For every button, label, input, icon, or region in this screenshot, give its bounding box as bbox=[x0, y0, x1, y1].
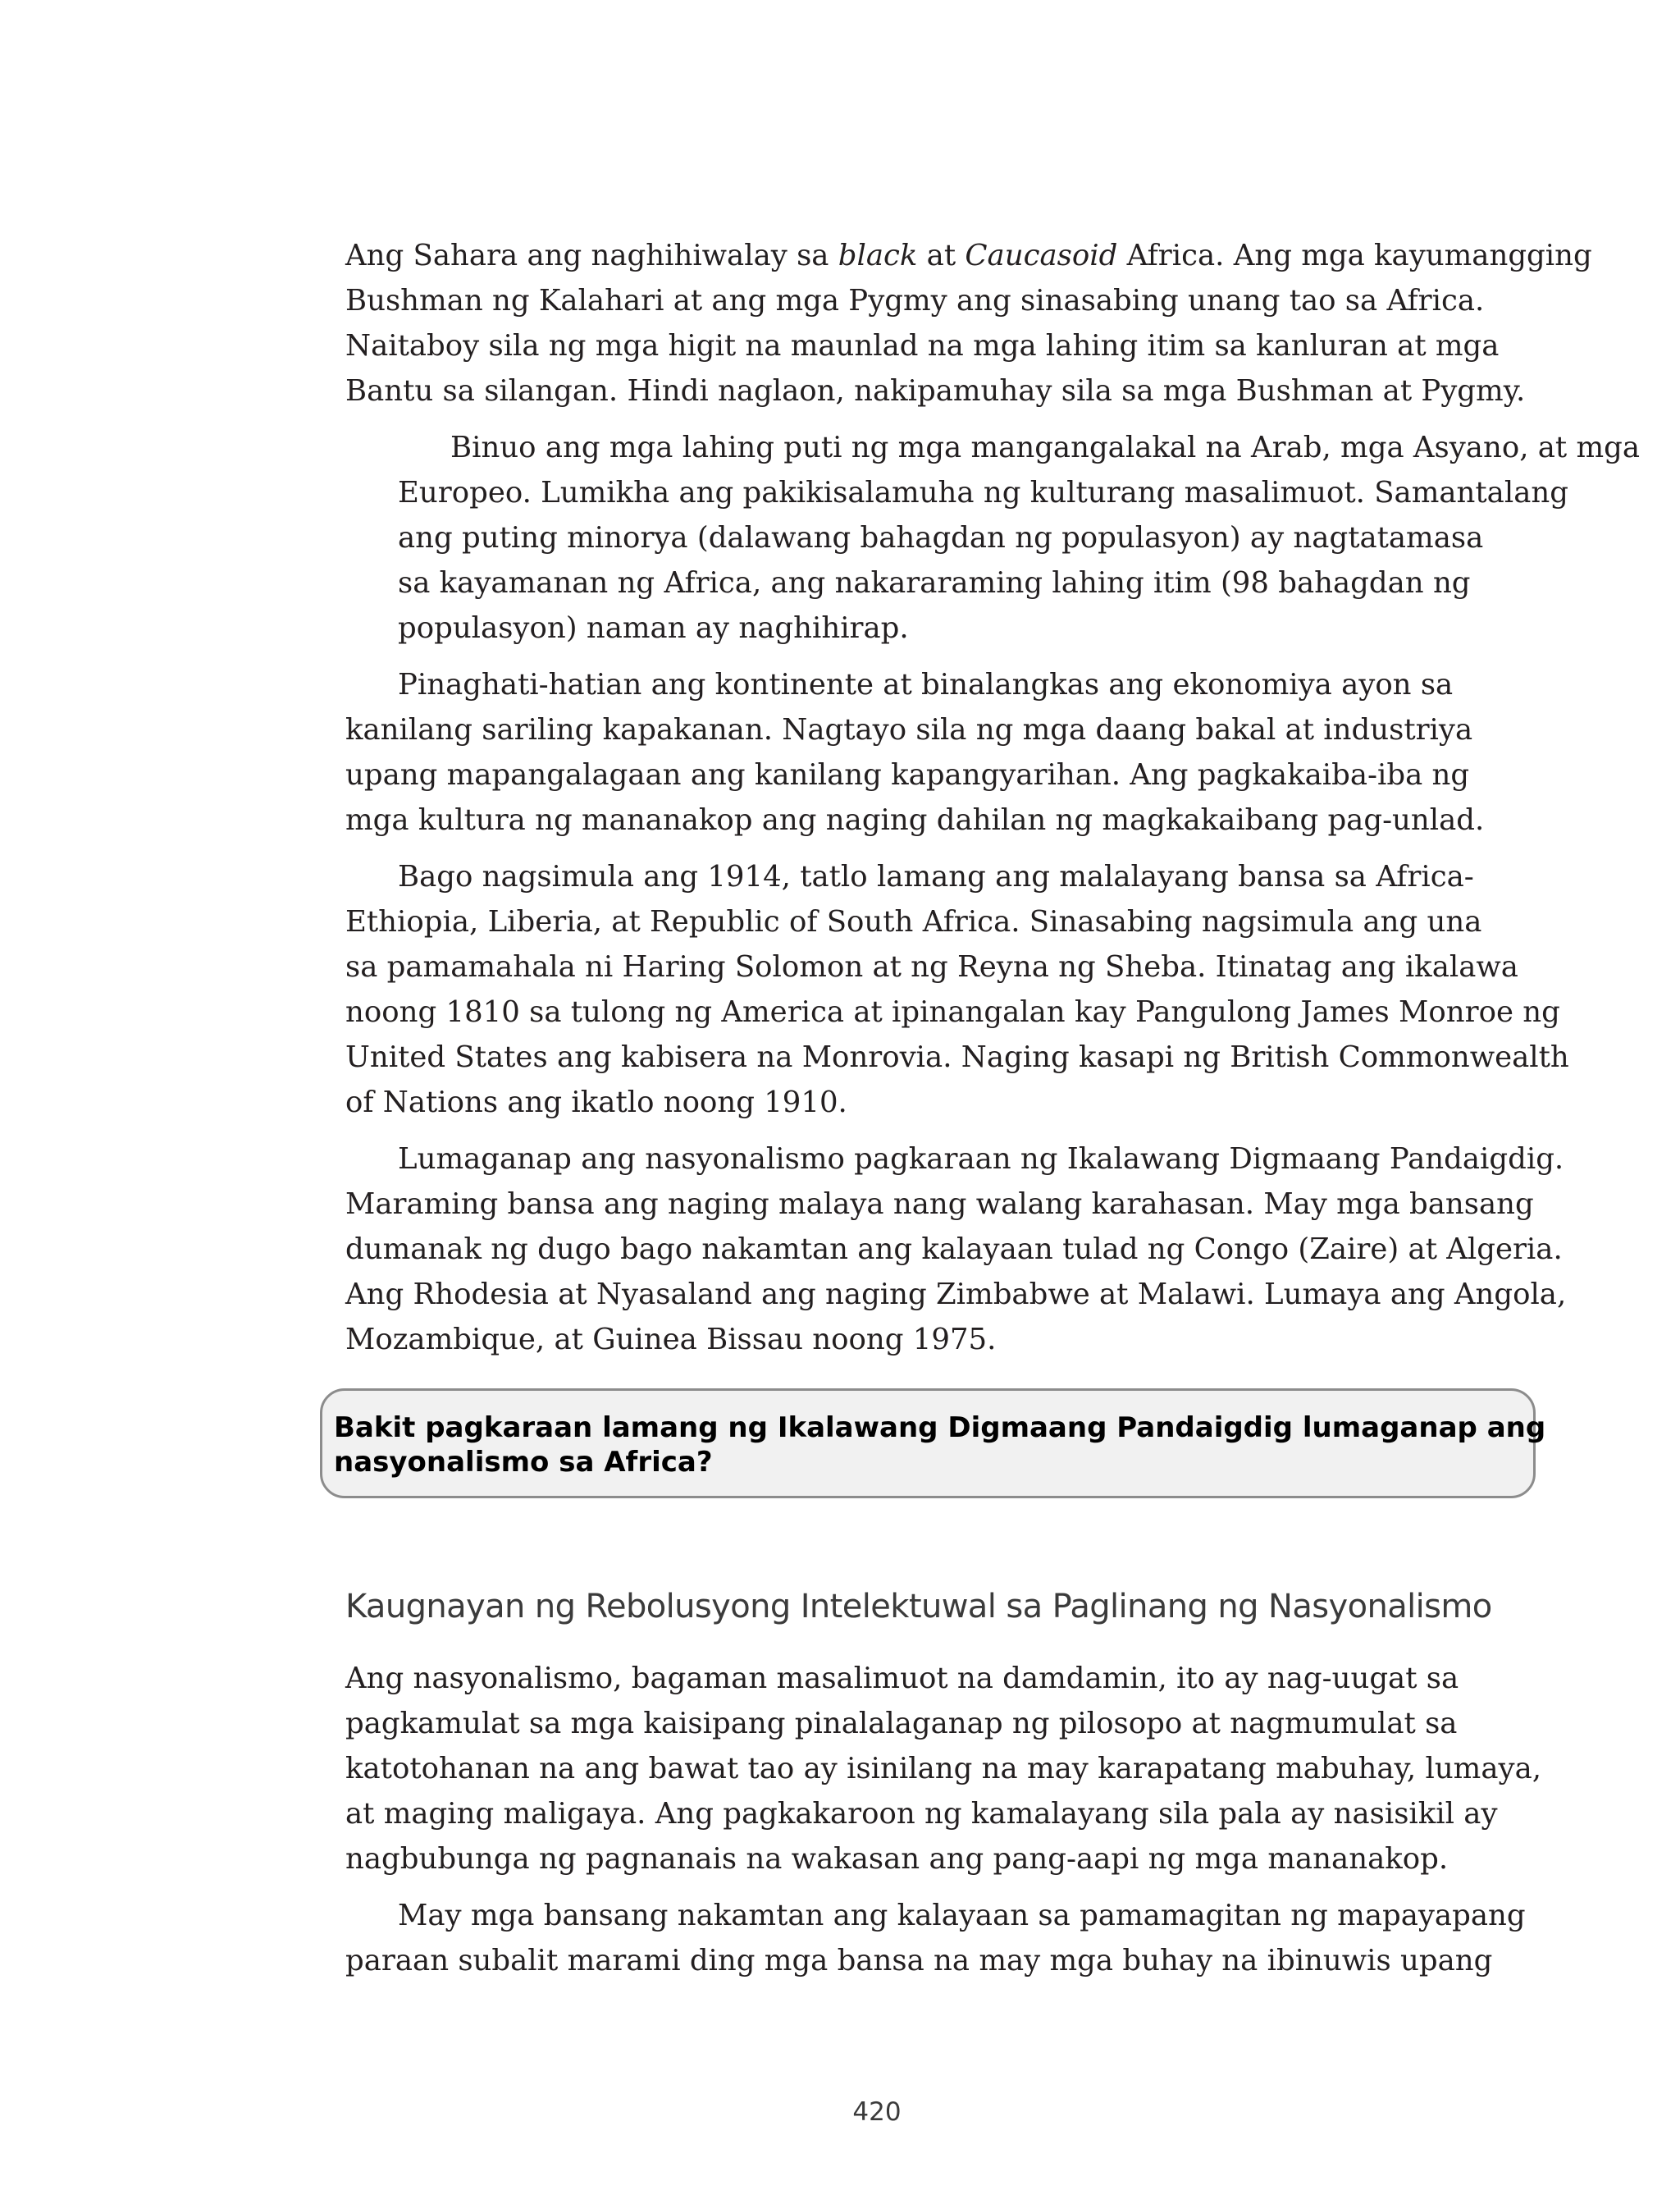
question-line: Bakit pagkaraan lamang ng Ikalawang Digmaang Pandaigdig lumaganap ang bbox=[334, 1411, 1546, 1444]
paragraph-kaisipan bbox=[345, 1656, 1542, 1881]
text-line: at maging maligaya. Ang pagkakaroon ng kamalayang sila pala ay nasisikil ay bbox=[345, 1797, 1498, 1831]
italic-term-caucasoid: Caucasoid bbox=[965, 239, 1118, 272]
text-line: katotohanan na ang bawat tao ay isinilang na may karapatang mabuhay, lumaya, bbox=[345, 1752, 1542, 1785]
text-line: kanilang sariling kapakanan. Nagtayo sila ng mga daang bakal at industriya bbox=[345, 713, 1473, 747]
text-line: upang mapangalagaan ang kanilang kapangyarihan. Ang pagkakaiba-iba ng bbox=[345, 758, 1470, 792]
text-line: May mga bansang nakamtan ang kalayaan sa pamamagitan ng mapayapang bbox=[398, 1899, 1526, 1932]
paragraph-1914 bbox=[345, 854, 1569, 1125]
text-fragment: at bbox=[917, 239, 966, 272]
paragraph-nasyonalismo bbox=[345, 1136, 1567, 1362]
text-line: Ethiopia, Liberia, at Republic of South Africa. Sinasabing nagsimula ang una bbox=[345, 905, 1482, 939]
text-line: Mozambique, at Guinea Bissau noong 1975. bbox=[345, 1323, 997, 1356]
text-line: Ang Rhodesia at Nyasaland ang naging Zimbabwe at Malawi. Lumaya ang Angola, bbox=[345, 1278, 1567, 1311]
text-line: Bago nagsimula ang 1914, tatlo lamang ang malalayang bansa sa Africa- bbox=[398, 860, 1474, 894]
text-line: Lumaganap ang nasyonalismo pagkaraan ng Ikalawang Digmaang Pandaigdig. bbox=[398, 1142, 1564, 1176]
text-line: Bushman ng Kalahari at ang mga Pygmy ang sinasabing unang tao sa Africa. bbox=[345, 284, 1485, 318]
text-line: of Nations ang ikatlo noong 1910. bbox=[345, 1086, 847, 1119]
text-line: pagkamulat sa mga kaisipang pinalalaganap ng pilosopo at nagmumulat sa bbox=[345, 1707, 1458, 1740]
text-line: Pinaghati-hatian ang kontinente at binalangkas ang ekonomiya ayon sa bbox=[398, 668, 1454, 702]
text-line: Ang nasyonalismo, bagaman masalimuot na damdamin, ito ay nag-uugat sa bbox=[345, 1662, 1459, 1695]
text-fragment: Ang Sahara ang naghihiwalay sa bbox=[345, 239, 838, 272]
text-fragment: Africa. Ang mga kayumangging bbox=[1117, 239, 1592, 272]
text-line: Naitaboy sila ng mga higit na maunlad na mga lahing itim sa kanluran at mga bbox=[345, 329, 1500, 363]
text-line: ang puting minorya (dalawang bahagdan ng populasyon) ay nagtatamasa bbox=[398, 521, 1484, 555]
text-line: paraan subalit marami ding mga bansa na may mga buhay na ibinuwis upang bbox=[345, 1944, 1493, 1977]
text-line: nagbubunga ng pagnanais na wakasan ang pang-aapi ng mga mananakop. bbox=[345, 1842, 1449, 1876]
text-line: noong 1810 sa tulong ng America at ipinangalan kay Pangulong James Monroe ng bbox=[345, 995, 1560, 1029]
section-text bbox=[345, 1656, 1542, 1995]
text-line: mga kultura ng mananakop ang naging dahilan ng magkakaibang pag-unlad. bbox=[345, 803, 1485, 837]
section-heading: Kaugnayan ng Rebolusyong Intelektuwal sa Paglinang ng Nasyonalismo bbox=[345, 1588, 1492, 1625]
main-text bbox=[345, 233, 1641, 1374]
question-callout-box bbox=[320, 1388, 1546, 1498]
text-line: Binuo ang mga lahing puti ng mga mangangalakal na Arab, mga Asyano, at mga bbox=[450, 431, 1641, 464]
text-line: United States ang kabisera na Monrovia. Naging kasapi ng British Commonwealth bbox=[345, 1040, 1569, 1074]
text-line: Maraming bansa ang naging malaya nang walang karahasan. May mga bansang bbox=[345, 1187, 1534, 1221]
paragraph-sahara bbox=[345, 233, 1592, 414]
text-line bbox=[345, 233, 1592, 278]
paragraph-kalayaan bbox=[345, 1893, 1526, 1983]
paragraph-lahing-puti bbox=[345, 425, 1641, 651]
text-line: populasyon) naman ay naghihirap. bbox=[398, 611, 909, 645]
text-line: sa pamamahala ni Haring Solomon at ng Reyna ng Sheba. Itinatag ang ikalawa bbox=[345, 950, 1518, 984]
text-line: Europeo. Lumikha ang pakikisalamuha ng kulturang masalimuot. Samantalang bbox=[398, 476, 1568, 510]
text-line: sa kayamanan ng Africa, ang nakararaming lahing itim (98 bahagdan ng bbox=[398, 566, 1471, 600]
text-line: dumanak ng dugo bago nakamtan ang kalayaan tulad ng Congo (Zaire) at Algeria. bbox=[345, 1232, 1563, 1266]
page-number: 420 bbox=[852, 2097, 902, 2127]
italic-term-black: black bbox=[838, 239, 918, 272]
text-line: Bantu sa silangan. Hindi naglaon, nakipamuhay sila sa mga Bushman at Pygmy. bbox=[345, 374, 1526, 408]
question-line: nasyonalismo sa Africa? bbox=[334, 1446, 713, 1479]
paragraph-kontinente bbox=[345, 662, 1517, 843]
